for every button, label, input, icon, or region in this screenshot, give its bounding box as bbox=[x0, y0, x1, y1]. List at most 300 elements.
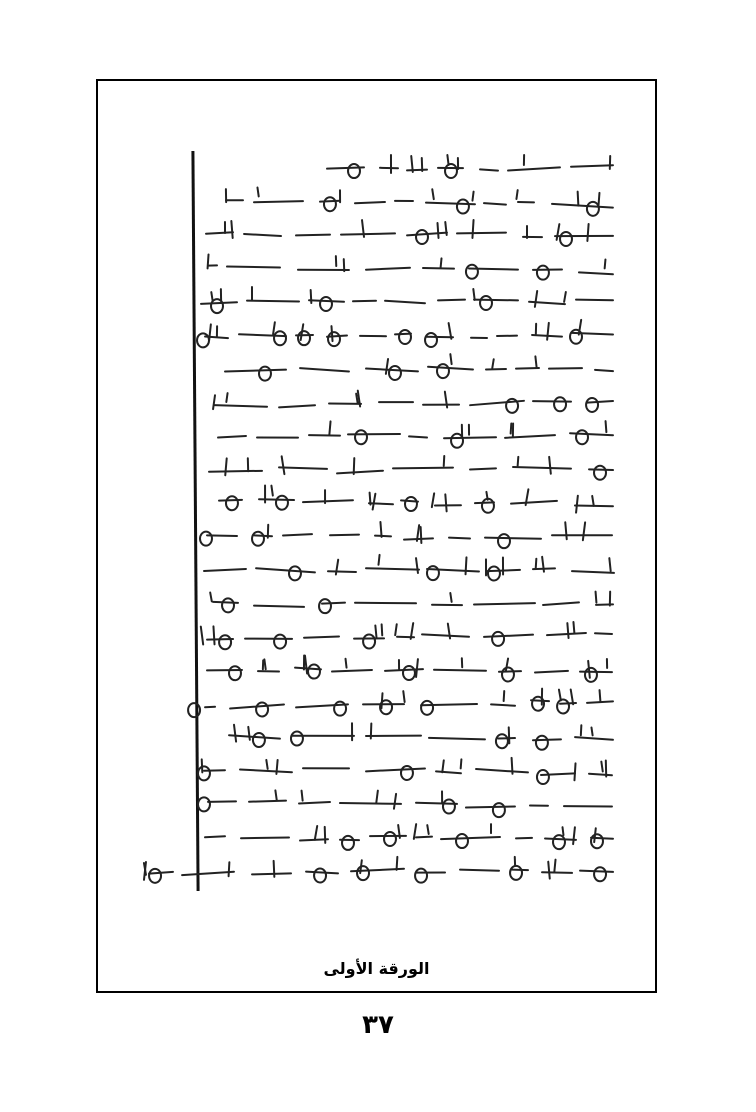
ink-stroke bbox=[246, 300, 300, 303]
ink-ascender bbox=[227, 861, 230, 877]
ink-ascender bbox=[375, 789, 379, 803]
ink-loop bbox=[593, 865, 607, 881]
ink-stroke bbox=[257, 669, 280, 671]
ink-loop bbox=[444, 163, 458, 179]
ink-ascender bbox=[548, 455, 552, 474]
ink-stroke bbox=[428, 736, 486, 739]
ink-ascender bbox=[357, 389, 362, 407]
ink-stroke bbox=[406, 168, 428, 171]
ink-loop bbox=[354, 429, 368, 445]
ink-ascender bbox=[515, 189, 518, 200]
ink-ascender bbox=[572, 826, 576, 845]
ink-loop bbox=[493, 801, 507, 817]
manuscript-line bbox=[200, 287, 614, 313]
manuscript-line bbox=[207, 588, 614, 615]
ink-ascender bbox=[492, 358, 496, 369]
ink-stroke bbox=[297, 268, 350, 270]
ink-stroke bbox=[431, 603, 463, 605]
ink-loop bbox=[556, 698, 570, 714]
ink-loop bbox=[273, 330, 287, 346]
ink-loop bbox=[188, 702, 202, 718]
ink-stroke bbox=[564, 804, 614, 806]
ink-stroke bbox=[486, 368, 508, 370]
ink-ascender bbox=[257, 186, 260, 197]
ink-stroke bbox=[282, 533, 313, 536]
ink-loop bbox=[479, 295, 493, 311]
ink-ascender bbox=[572, 621, 575, 635]
ink-loop bbox=[402, 665, 416, 681]
ink-stroke bbox=[302, 499, 354, 503]
ink-stroke bbox=[243, 233, 282, 237]
ink-loop bbox=[200, 530, 214, 546]
ink-stroke bbox=[279, 403, 317, 407]
ink-ascender bbox=[209, 591, 213, 602]
ink-stroke bbox=[465, 805, 516, 808]
manuscript-line bbox=[206, 184, 614, 214]
ink-ascender bbox=[334, 559, 339, 577]
ink-ascender bbox=[534, 558, 537, 570]
ink-stroke bbox=[433, 668, 487, 671]
ink-stroke bbox=[332, 669, 374, 673]
ink-loop bbox=[552, 834, 566, 850]
ink-ascender bbox=[329, 421, 332, 436]
ink-stroke bbox=[253, 199, 304, 202]
ink-loop bbox=[425, 565, 439, 581]
ink-stroke bbox=[542, 600, 580, 605]
ink-loop bbox=[589, 834, 603, 850]
ink-stroke bbox=[396, 636, 415, 639]
ink-ascender bbox=[323, 826, 326, 845]
ink-ascender bbox=[566, 622, 569, 639]
ink-loop bbox=[258, 366, 272, 382]
ink-stroke bbox=[375, 534, 393, 537]
ink-ascender bbox=[280, 455, 285, 475]
manuscript-line bbox=[203, 754, 614, 783]
ink-ascender bbox=[369, 722, 372, 739]
ink-stroke bbox=[364, 568, 419, 571]
ink-ascender bbox=[471, 219, 474, 239]
ink-stroke bbox=[214, 404, 269, 408]
ink-ascender bbox=[547, 860, 551, 879]
ink-stroke bbox=[594, 369, 614, 372]
ink-loop bbox=[401, 765, 415, 781]
ink-ascender bbox=[390, 154, 392, 174]
ink-ascender bbox=[608, 155, 610, 170]
ink-stroke bbox=[570, 165, 614, 169]
ink-stroke bbox=[473, 602, 536, 605]
ink-ascender bbox=[526, 225, 528, 239]
ink-stroke bbox=[483, 202, 507, 206]
manuscript-line bbox=[208, 454, 614, 481]
manuscript-line bbox=[206, 521, 614, 548]
ink-stroke bbox=[437, 299, 466, 302]
ink-stroke bbox=[352, 299, 377, 302]
ink-ascender bbox=[264, 485, 266, 504]
ink-ascender bbox=[324, 490, 326, 505]
ink-stroke bbox=[434, 504, 462, 506]
ink-ascender bbox=[251, 287, 253, 302]
manuscript-line bbox=[205, 220, 614, 246]
ink-loop bbox=[347, 163, 361, 179]
ink-ascender bbox=[200, 626, 205, 646]
ink-stroke bbox=[515, 837, 533, 839]
ink-loop bbox=[197, 765, 211, 781]
ink-loop bbox=[323, 195, 337, 211]
ink-stroke bbox=[469, 336, 487, 338]
ink-loop bbox=[492, 631, 506, 647]
ink-ascender bbox=[369, 492, 372, 506]
ink-ascender bbox=[335, 254, 337, 267]
ink-stroke bbox=[496, 334, 518, 336]
ink-loop bbox=[584, 666, 598, 682]
ink-stroke bbox=[440, 836, 501, 840]
ink-stroke bbox=[428, 365, 475, 370]
ink-stroke bbox=[204, 835, 226, 838]
ink-loop bbox=[252, 530, 266, 546]
ink-ascender bbox=[272, 859, 275, 877]
manuscript-line bbox=[206, 720, 614, 751]
ink-ascender bbox=[440, 256, 443, 267]
ink-loop bbox=[297, 329, 311, 345]
ink-ascender bbox=[231, 220, 234, 239]
ink-loop bbox=[415, 229, 429, 245]
ink-loop bbox=[307, 664, 321, 680]
ink-loop bbox=[148, 868, 162, 884]
ink-ascender bbox=[377, 554, 380, 566]
ink-loop bbox=[313, 867, 327, 883]
ink-loop bbox=[465, 263, 479, 279]
page-number: ٣٧ bbox=[362, 1010, 394, 1040]
ink-loop bbox=[455, 833, 469, 849]
ink-loop bbox=[497, 532, 511, 548]
ink-loop bbox=[537, 769, 551, 785]
ink-stroke bbox=[204, 706, 216, 709]
ink-ascender bbox=[580, 724, 583, 736]
ink-ascender bbox=[587, 223, 590, 242]
ink-stroke bbox=[507, 166, 561, 171]
ink-stroke bbox=[299, 367, 350, 373]
ink-stroke bbox=[249, 799, 288, 802]
ink-ascender bbox=[605, 420, 608, 433]
ink-loop bbox=[288, 565, 302, 581]
ink-loop bbox=[423, 331, 437, 347]
ink-ascender bbox=[420, 157, 423, 172]
folio-caption: الورقة الأولى bbox=[323, 959, 430, 978]
ink-ascender bbox=[420, 525, 423, 543]
ink-ascender bbox=[215, 325, 217, 337]
ink-stroke bbox=[518, 201, 536, 203]
ink-loop bbox=[334, 701, 348, 717]
manuscript-line bbox=[204, 687, 614, 717]
ink-ascender bbox=[523, 154, 525, 166]
ink-ascender bbox=[224, 457, 228, 476]
ink-stroke bbox=[421, 634, 470, 639]
ink-ascender bbox=[361, 219, 365, 238]
ink-stroke bbox=[205, 231, 234, 235]
ink-ascender bbox=[446, 622, 450, 639]
ink-loop bbox=[535, 734, 549, 750]
ink-ascender bbox=[225, 187, 227, 202]
ink-ascender bbox=[226, 392, 229, 403]
ink-ascender bbox=[399, 658, 401, 669]
ink-stroke bbox=[303, 635, 340, 638]
ink-ascender bbox=[212, 393, 216, 409]
ink-stroke bbox=[575, 299, 614, 302]
ink-loop bbox=[559, 231, 573, 247]
ink-loop bbox=[456, 198, 470, 214]
ink-loop bbox=[388, 365, 402, 381]
ink-ascender bbox=[503, 690, 506, 702]
ink-ascender bbox=[143, 860, 147, 880]
ink-ascender bbox=[460, 758, 463, 769]
ink-ascender bbox=[371, 492, 376, 510]
ink-ascender bbox=[339, 188, 341, 202]
ink-stroke bbox=[365, 767, 426, 772]
ink-loop bbox=[586, 200, 600, 216]
ink-stroke bbox=[208, 470, 263, 473]
ink-loop bbox=[575, 430, 589, 446]
ink-ascender bbox=[564, 521, 568, 540]
ink-stroke bbox=[308, 434, 341, 436]
ink-stroke bbox=[365, 266, 411, 270]
ink-ascender bbox=[270, 485, 274, 497]
ink-stroke bbox=[423, 403, 461, 405]
ink-stroke bbox=[541, 871, 573, 874]
ink-loop bbox=[327, 331, 341, 347]
ink-stroke bbox=[256, 436, 299, 438]
ink-stroke bbox=[530, 804, 550, 806]
ink-ascender bbox=[546, 321, 550, 340]
ink-ascender bbox=[403, 690, 407, 703]
manuscript-line bbox=[200, 420, 614, 448]
ink-stroke bbox=[548, 367, 583, 370]
ink-loop bbox=[404, 496, 418, 512]
ink-stroke bbox=[379, 401, 415, 403]
ink-stroke bbox=[217, 435, 247, 439]
ink-stroke bbox=[595, 603, 614, 606]
ink-ascender bbox=[461, 657, 463, 668]
ink-stroke bbox=[415, 835, 433, 838]
ink-ascender bbox=[535, 322, 537, 334]
ink-ascender bbox=[394, 623, 398, 636]
ink-loop bbox=[487, 566, 501, 582]
ink-ascender bbox=[414, 557, 418, 574]
ink-loop bbox=[421, 700, 435, 716]
ink-stroke bbox=[595, 632, 615, 635]
ink-loop bbox=[451, 432, 465, 448]
ink-ascender bbox=[472, 190, 475, 201]
ink-loop bbox=[553, 396, 567, 412]
ink-stroke bbox=[574, 736, 614, 741]
ink-ascender bbox=[310, 289, 313, 304]
ink-loop bbox=[196, 332, 210, 348]
ink-loop bbox=[209, 298, 223, 314]
ink-loop bbox=[481, 498, 495, 514]
ink-ascender bbox=[351, 722, 353, 741]
ink-stroke bbox=[364, 734, 421, 736]
ink-ascender bbox=[247, 726, 251, 741]
ink-ascender bbox=[502, 556, 504, 575]
ink-loop bbox=[442, 798, 456, 814]
ink-stroke bbox=[278, 466, 328, 470]
ink-loop bbox=[382, 831, 396, 847]
ink-ascender bbox=[442, 454, 445, 467]
manuscript-line bbox=[202, 486, 614, 516]
ink-stroke bbox=[253, 604, 305, 607]
ink-ascender bbox=[608, 557, 612, 572]
ink-loop bbox=[379, 699, 393, 715]
ink-stroke bbox=[329, 533, 360, 536]
ink-loop bbox=[228, 664, 242, 680]
ink-ascender bbox=[489, 823, 491, 834]
ink-loop bbox=[536, 264, 550, 280]
ink-ascender bbox=[381, 623, 384, 636]
ink-loop bbox=[275, 495, 289, 511]
ink-ascender bbox=[600, 760, 604, 772]
ink-ascender bbox=[604, 258, 607, 269]
ink-stroke bbox=[490, 703, 516, 706]
ink-ascender bbox=[344, 657, 347, 668]
page-frame bbox=[96, 79, 657, 993]
manuscript-line bbox=[148, 855, 614, 885]
manuscript-line bbox=[207, 787, 614, 818]
ink-stroke bbox=[251, 872, 292, 875]
ink-ascender bbox=[233, 723, 237, 742]
manuscript-line bbox=[207, 251, 614, 282]
ink-ascender bbox=[224, 221, 226, 234]
manuscript-line bbox=[318, 153, 614, 179]
manuscript-margin-rule bbox=[191, 151, 199, 891]
ink-stroke bbox=[359, 335, 387, 337]
ink-stroke bbox=[588, 772, 614, 776]
ink-loop bbox=[531, 696, 545, 712]
ink-loop bbox=[414, 868, 428, 884]
ink-loop bbox=[319, 296, 333, 312]
ink-loop bbox=[569, 328, 583, 344]
manuscript-line bbox=[204, 823, 614, 849]
ink-loop bbox=[289, 730, 303, 746]
ink-ascender bbox=[573, 763, 576, 782]
ink-stroke bbox=[456, 232, 507, 235]
ink-loop bbox=[221, 597, 235, 613]
ink-loop bbox=[255, 702, 269, 718]
ink-ascender bbox=[449, 353, 453, 366]
ink-stroke bbox=[224, 369, 287, 373]
ink-loop bbox=[398, 329, 412, 345]
ink-loop bbox=[495, 733, 509, 749]
ink-ascender bbox=[599, 689, 602, 702]
ink-stroke bbox=[384, 300, 427, 305]
ink-stroke bbox=[578, 271, 614, 275]
ink-loop bbox=[356, 865, 370, 881]
ink-ascender bbox=[431, 188, 435, 200]
ink-ascender bbox=[517, 455, 520, 466]
ink-loop bbox=[317, 597, 331, 613]
ink-stroke bbox=[394, 199, 414, 201]
ink-loop bbox=[501, 665, 515, 681]
ink-stroke bbox=[226, 265, 281, 268]
ink-stroke bbox=[240, 836, 290, 839]
ink-stroke bbox=[225, 199, 244, 201]
ink-ascender bbox=[472, 288, 476, 301]
ink-ascender bbox=[247, 457, 249, 472]
ink-ascender bbox=[582, 520, 586, 540]
ink-ascender bbox=[436, 222, 439, 239]
manuscript-line bbox=[203, 554, 615, 582]
ink-stroke bbox=[354, 601, 417, 604]
ink-loop bbox=[436, 363, 450, 379]
ink-ascender bbox=[444, 494, 447, 513]
ink-stroke bbox=[203, 568, 247, 572]
ink-ascender bbox=[393, 792, 397, 809]
ink-ascender bbox=[575, 494, 579, 513]
ink-stroke bbox=[448, 536, 471, 539]
ink-ascender bbox=[594, 590, 597, 603]
ink-stroke bbox=[435, 770, 462, 774]
ink-ascender bbox=[563, 291, 567, 303]
ink-ascender bbox=[590, 726, 593, 737]
ink-ascender bbox=[449, 592, 453, 603]
ink-stroke bbox=[295, 234, 332, 237]
ink-stroke bbox=[479, 168, 499, 171]
ink-stroke bbox=[354, 201, 386, 204]
ink-loop bbox=[225, 495, 239, 511]
ink-ascender bbox=[553, 858, 556, 872]
ink-ascender bbox=[444, 221, 448, 236]
ink-ascender bbox=[577, 190, 580, 206]
ink-stroke bbox=[512, 466, 572, 470]
ink-stroke bbox=[336, 469, 384, 474]
ink-stroke bbox=[379, 166, 399, 168]
ink-stroke bbox=[340, 232, 396, 235]
ink-ascender bbox=[380, 520, 383, 537]
ink-loop bbox=[251, 732, 265, 748]
ink-stroke bbox=[327, 570, 357, 573]
ink-ascender bbox=[464, 557, 467, 576]
manuscript-line bbox=[206, 620, 614, 651]
ink-stroke bbox=[408, 436, 428, 439]
ink-ascender bbox=[274, 789, 278, 801]
ink-stroke bbox=[207, 799, 237, 801]
ink-loop bbox=[273, 634, 287, 650]
ink-ascender bbox=[468, 424, 470, 436]
ink-stroke bbox=[551, 202, 614, 208]
manuscript-line bbox=[201, 655, 614, 683]
ink-loop bbox=[218, 634, 232, 650]
ink-ascender bbox=[426, 824, 430, 835]
ink-ascender bbox=[540, 556, 544, 573]
ink-loop bbox=[592, 464, 606, 480]
ink-ascender bbox=[300, 789, 303, 801]
manuscript-line bbox=[204, 320, 614, 347]
ink-stroke bbox=[570, 570, 614, 574]
manuscript-line bbox=[205, 353, 614, 380]
ink-stroke bbox=[475, 767, 529, 773]
ink-stroke bbox=[254, 567, 315, 573]
ink-ascender bbox=[343, 258, 346, 272]
ink-stroke bbox=[485, 536, 543, 539]
ink-ascender bbox=[266, 759, 270, 771]
ink-loop bbox=[341, 834, 355, 850]
ink-stroke bbox=[303, 768, 351, 770]
ink-stroke bbox=[510, 500, 558, 505]
ink-stroke bbox=[534, 669, 569, 673]
ink-ascender bbox=[534, 290, 539, 309]
ink-loop bbox=[586, 397, 600, 413]
ink-stroke bbox=[469, 467, 497, 470]
manuscript-line bbox=[207, 385, 614, 416]
ink-stroke bbox=[459, 868, 500, 871]
